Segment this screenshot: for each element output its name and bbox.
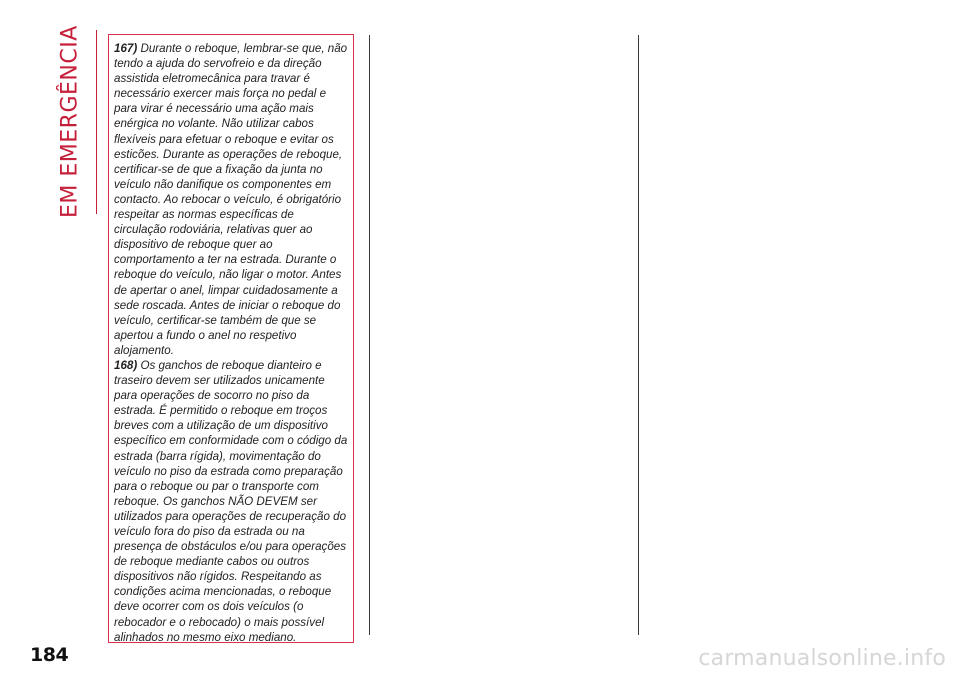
column-divider (369, 35, 370, 635)
column-divider (638, 35, 639, 635)
page-number: 184 (30, 644, 69, 666)
watermark: carmanualsonline.info (698, 646, 946, 671)
note-number: 167) (114, 42, 138, 55)
warning-notes-box (108, 34, 354, 643)
note-number: 168) (114, 358, 138, 372)
warning-note-168 (114, 358, 349, 645)
section-title: EM EMERGÊNCIA (57, 25, 83, 218)
note-text: Os ganchos de reboque dianteiro e traseiro devem ser utilizados unicamente para operações de socorro no piso da estrada. É permitido o reboque em troços breves com a utilização de um dispositivo específico em conformidade com o código da estrada (barra rígida), movimentação do veículo no piso da estrada como preparação para o reboque ou par o transporte com reboque. Os ganchos NÃO DEVEM ser utilizados para operações de recuperação do veículo fora do piso da estrada ou na presença de obstáculos e/ou para operações de reboque mediante cabos ou outros dispositivos não rígidos. Respeitando as condições acima mencionadas, o reboque deve ocorrer com os dois veículos (o rebocador e o rebocado) o mais possível alinhados no mesmo eixo mediano. (114, 358, 348, 644)
note-text: Durante o reboque, lembrar-se que, não tendo a ajuda do servofreio e da direção assistida eletromecânica para travar é necessário exercer mais força no pedal e para virar é necessário uma ação mais enérgica no volante. Não utilizar cabos flexíveis para efetuar o reboque e evitar os esticões. Durante as operações de reboque, certificar-se de que a fixação da junta no veículo não danifique os componentes em contacto. Ao rebocar o veículo, é obrigatório respeitar as normas específicas de circulação rodoviária, relativas quer ao dispositivo de reboque quer ao comportamento a ter na estrada. Durante o reboque do veículo, não ligar o motor. Antes de apertar o anel, limpar cuidadosamente a sede roscada. Antes de iniciar o reboque do veículo, certificar-se também de que se apertou a fundo o anel no respetivo alojamento. (114, 42, 348, 357)
warning-note-167 (114, 41, 349, 358)
section-title-rule (96, 30, 97, 214)
